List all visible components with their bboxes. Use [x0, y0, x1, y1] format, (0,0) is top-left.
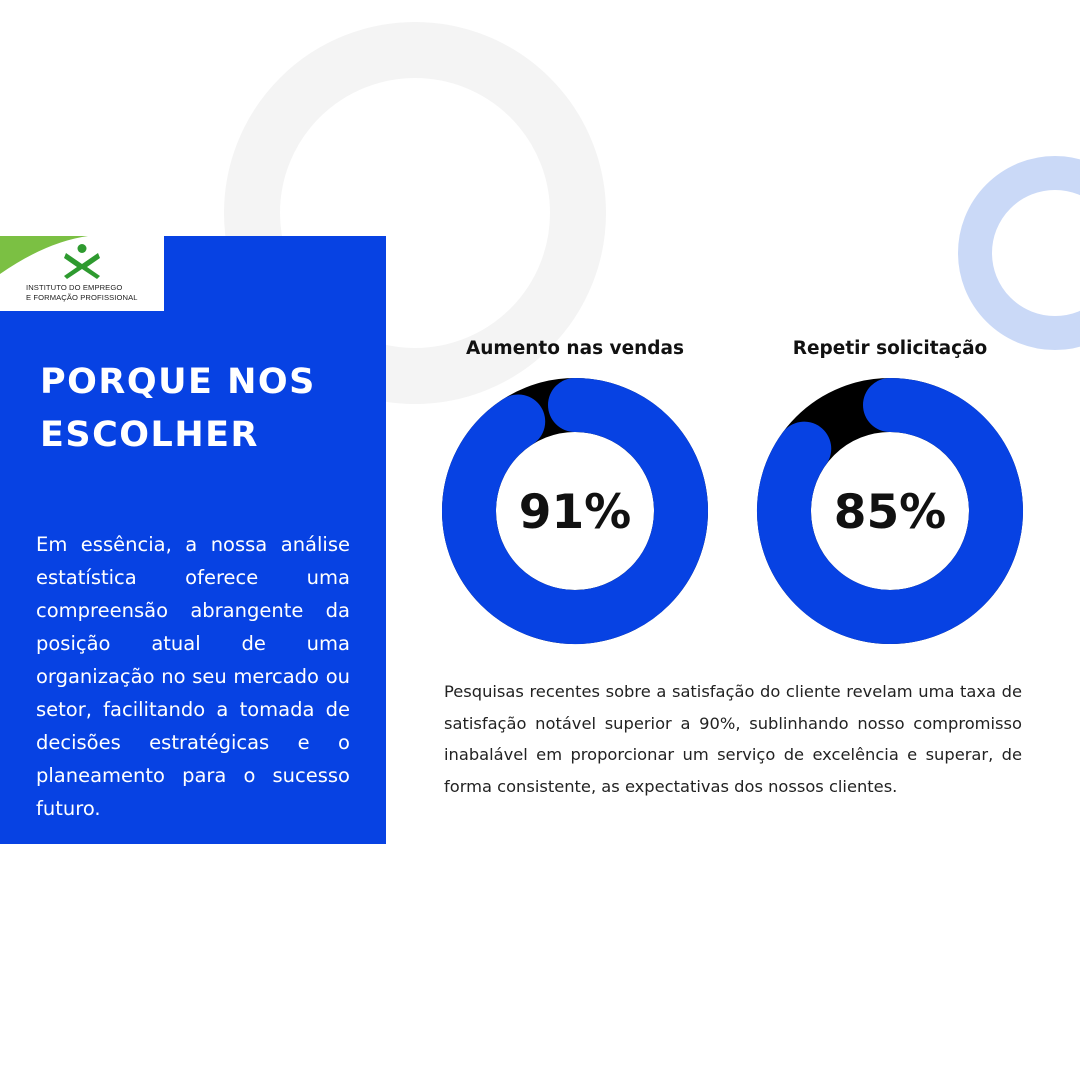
gauge-repeat-order — [755, 338, 1025, 646]
donut-value-label: 85% — [833, 485, 947, 540]
donut-chart-repeat — [755, 376, 1025, 646]
donut-chart-sales — [440, 376, 710, 646]
logo-text-line2: E FORMAÇÃO PROFISSIONAL — [26, 293, 138, 302]
panel-title: PORQUE NOS ESCOLHER — [40, 362, 316, 455]
gauge-title: Repetir solicitação — [792, 338, 988, 359]
panel-body: Em essência, a nossa análise estatística oferece uma compreensão abrangente da posição atual de uma organização no seu mercado ou setor, facilitando a tomada de decisões estratégicas e o planeamento para o sucesso futuro. — [36, 533, 350, 820]
logo-figure-icon — [62, 243, 102, 279]
iefp-logo — [0, 236, 164, 311]
donut-value-label: 91% — [518, 485, 632, 540]
gauge-title: Aumento nas vendas — [465, 338, 685, 359]
info-panel — [0, 236, 386, 844]
satisfaction-summary: Pesquisas recentes sobre a satisfação do cliente revelam uma taxa de satisfação notável superior a 90%, sublinhando nosso compromisso inabalável em proporcionar um serviço de excelência e superar, de forma consistente, as expectativas dos nossos clientes. — [444, 682, 1022, 796]
decorative-ring-blue — [958, 156, 1080, 350]
gauge-sales-increase — [440, 338, 710, 646]
logo-text-line1: INSTITUTO DO EMPREGO — [26, 283, 123, 292]
